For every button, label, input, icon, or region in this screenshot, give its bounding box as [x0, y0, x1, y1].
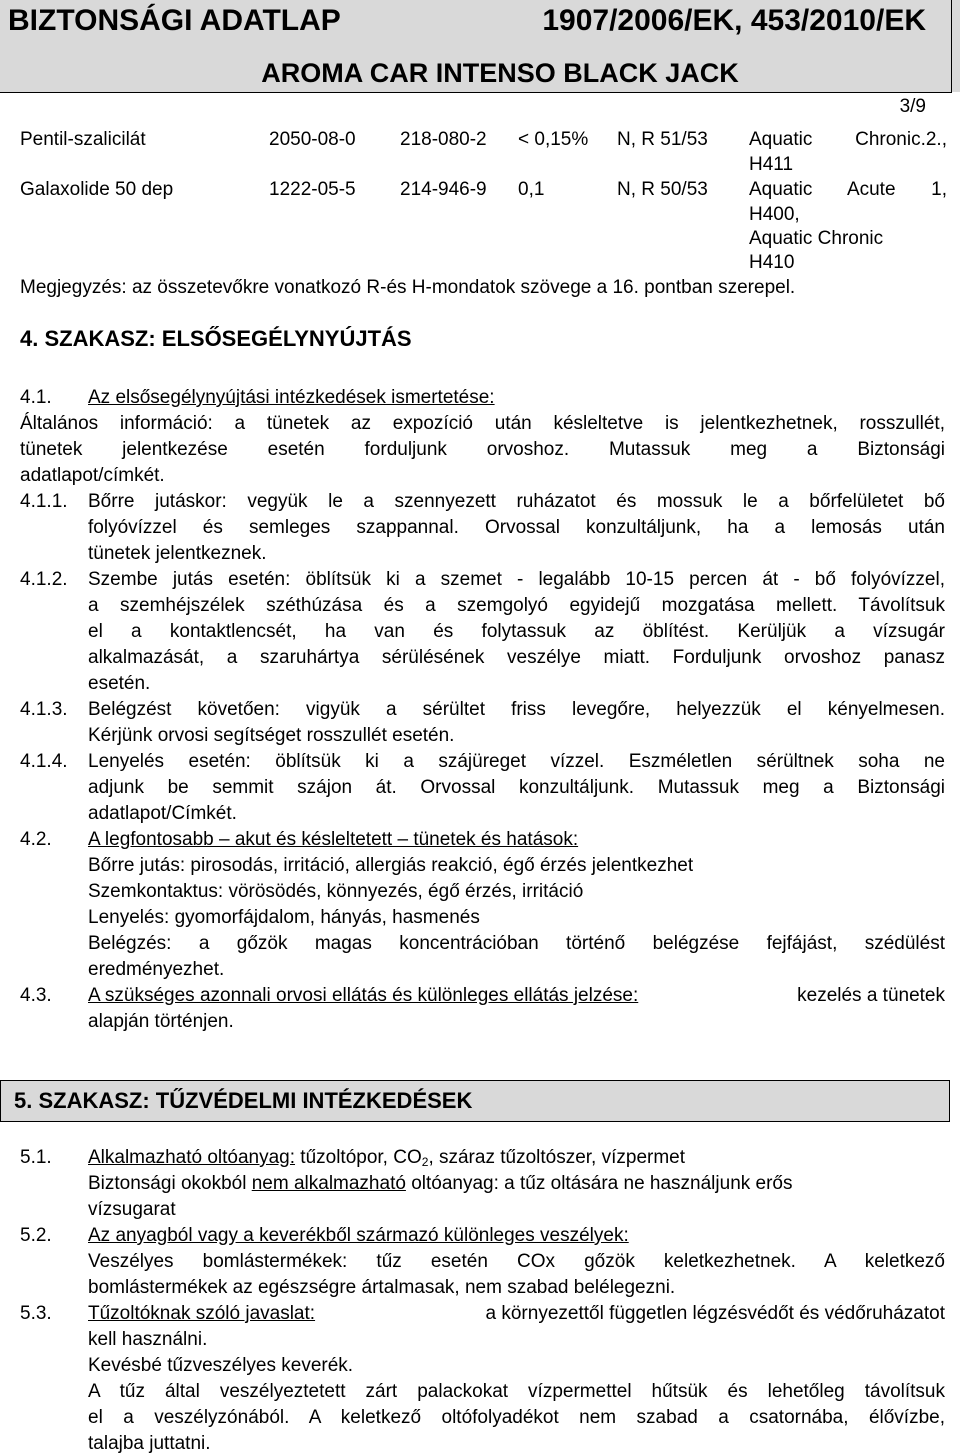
paragraph-line: eredményezhet.	[88, 959, 225, 980]
ec-number: 214-946-9	[400, 179, 487, 200]
product-name: AROMA CAR INTENSO BLACK JACK	[261, 58, 739, 88]
paragraph-line: Kérjünk orvosi segítséget rosszullét esetén.	[88, 725, 455, 746]
subsection-text: , száraz tűzoltószer, vízpermet	[428, 1147, 686, 1168]
paragraph-line: Veszélyes bomlástermékek: tűz esetén COx gőzök keletkezhetnek. A keletkező	[88, 1251, 945, 1272]
paragraph-line: Szemkontaktus: vörösödés, könnyezés, égő érzés, irritáció	[88, 881, 584, 902]
paragraph-line: Lenyelés: gyomorfájdalom, hányás, hasmenés	[88, 907, 480, 928]
paragraph-line	[88, 1171, 945, 1196]
paragraph-line: talajba juttatni.	[88, 1433, 211, 1454]
paragraph-line: tünetek jelentkezése esetén forduljunk orvoshoz. Mutassuk meg a Biztonsági	[20, 439, 945, 460]
paragraph-line: Általános információ: a tünetek az expozíció után késleltetve is jelentkezhetnek, rosszullét,	[20, 413, 945, 434]
r-phrase: N, R 50/53	[617, 179, 708, 200]
subsection-title: A szükséges azonnali orvosi ellátás és különleges ellátás jelzése:	[88, 985, 639, 1006]
paragraph-line: a szemhéjszélek széthúzása és a szemgolyó egyidejű mozgatása mellett. Távolítsuk	[88, 595, 945, 616]
subsection-text: Biztonsági okokból	[88, 1173, 252, 1194]
subsection-number: 4.3.	[20, 985, 52, 1006]
paragraph-line: Bőrre jutáskor: vegyük le a szennyezett ruházatot és mossuk le a bőrfelületet bő	[88, 491, 945, 512]
paragraph-line: Kevésbé tűzveszélyes keverék.	[88, 1355, 354, 1376]
paragraph-line: kell használni.	[88, 1329, 208, 1350]
concentration: 0,1	[518, 179, 545, 200]
paragraph-line: Bőrre jutás: pirosodás, irritáció, allergiás reakció, égő érzés jelentkezhet	[88, 855, 694, 876]
paragraph-line: folyóvízzel és semleges szappannal. Orvossal konzultáljunk, ha a lemosás után	[88, 517, 945, 538]
document-header	[0, 0, 960, 92]
h-phrase: H400,	[749, 204, 800, 225]
underlined-text: nem alkalmazható	[251, 1173, 406, 1194]
paragraph-line: Szembe jutás esetén: öblítsük ki a szemet - legalább 10-15 percen át - bő folyóvízzel,	[88, 569, 945, 590]
page-number: 3/9	[899, 96, 926, 117]
paragraph-line: alapján történjen.	[88, 1011, 234, 1032]
paragraph-line: bomlástermékek az egészségre ártalmasak, nem szabad belélegezni.	[88, 1277, 676, 1298]
subsection-number: 4.1.	[20, 387, 52, 408]
subsection-title: A legfontosabb – akut és késleltetett – tünetek és hatások:	[88, 829, 579, 850]
paragraph-line: tünetek jelentkeznek.	[88, 543, 267, 564]
subsection-number: 4.2.	[20, 829, 52, 850]
subsection-number: 5.2.	[20, 1225, 52, 1246]
paragraph-line: adatlapot/Címkét.	[88, 803, 237, 824]
subscript: 2	[421, 1155, 429, 1169]
subsection-title: Tűzoltóknak szóló javaslat:	[88, 1303, 316, 1324]
subsection-number: 4.1.1.	[20, 491, 68, 512]
paragraph-line: alkalmazását, a szaruhártya sérülésének veszélye miatt. Forduljunk orvoshoz panasz	[88, 647, 945, 668]
document-title: BIZTONSÁGI ADATLAP	[8, 4, 341, 37]
h-phrase: Aquatic Chronic.2.,	[749, 129, 947, 150]
cas-number: 2050-08-0	[269, 129, 356, 150]
subsection-number: 4.1.3.	[20, 699, 68, 720]
ec-number: 218-080-2	[400, 129, 487, 150]
r-phrase: N, R 51/53	[617, 129, 708, 150]
h-phrase: Aquatic Chronic	[749, 228, 884, 249]
subsection-number: 5.3.	[20, 1303, 52, 1324]
paragraph-line: adatlapot/címkét.	[20, 465, 165, 486]
paragraph-line: adjunk be semmit szájon át. Orvossal konzultáljunk. Mutassuk meg a Biztonsági	[88, 777, 945, 798]
cas-number: 1222-05-5	[269, 179, 356, 200]
subsection-number: 4.1.4.	[20, 751, 68, 772]
paragraph-line: A tűz által veszélyeztetett zárt palackokat vízpermettel hűtsük és lehetőleg távolítsuk	[88, 1381, 945, 1402]
subsection-text: tűzoltópor, CO	[295, 1147, 422, 1168]
paragraph-line: Belégzés: a gőzök magas koncentrációban történő belégzése fejfájást, szédülést	[88, 933, 945, 954]
paragraph-line: el a kontaktlencsét, ha van és folytassuk az öblítést. Kerüljük a vízsugár	[88, 621, 945, 642]
h-phrase: H411	[749, 154, 794, 175]
paragraph-line: Belégzést követően: vigyük a sérültet friss levegőre, helyezzük el kényelmesen.	[88, 699, 945, 720]
paragraph-line: esetén.	[88, 673, 151, 694]
subsection-title: Az elsősegélynyújtási intézkedések ismertetése:	[88, 387, 495, 408]
header-divider	[0, 92, 952, 93]
subsection-title: Alkalmazható oltóanyag:	[88, 1147, 296, 1168]
component-name: Pentil-szalicilát	[20, 129, 146, 150]
subsection-number: 4.1.2.	[20, 569, 68, 590]
regulation-reference: 1907/2006/EK, 453/2010/EK	[542, 4, 926, 37]
subsection-text: a környezettől független légzésvédőt és védőruházatot	[485, 1303, 945, 1324]
paragraph-line: vízsugarat	[88, 1199, 176, 1220]
subsection-title: Az anyagból vagy a keverékből származó különleges veszélyek:	[88, 1225, 629, 1246]
subsection-text: oltóanyag: a tűz oltására ne használjunk erős	[405, 1173, 793, 1194]
concentration: < 0,15%	[518, 129, 589, 150]
paragraph-line: Lenyelés esetén: öblítsük ki a szájüreget vízzel. Eszméletlen sérültnek soha ne	[88, 751, 945, 772]
section-4-heading: 4. SZAKASZ: ELSŐSEGÉLYNYÚJTÁS	[20, 326, 412, 351]
component-name: Galaxolide 50 dep	[20, 179, 174, 200]
paragraph-line: el a veszélyzónából. A keletkező oltófolyadékot nem szabad a csatornába, élővízbe,	[88, 1407, 945, 1428]
h-phrase: Aquatic Acute 1,	[749, 179, 947, 200]
paragraph-line	[88, 1301, 945, 1326]
header-border	[951, 0, 952, 93]
subsection-text: kezelés a tünetek	[797, 985, 945, 1006]
paragraph-line	[88, 983, 945, 1008]
subsection-number: 5.1.	[20, 1147, 52, 1168]
table-note: Megjegyzés: az összetevőkre vonatkozó R-és H-mondatok szövege a 16. pontban szerepel.	[20, 277, 796, 298]
h-phrase: H410	[749, 252, 795, 273]
section-5-heading: 5. SZAKASZ: TŰZVÉDELMI INTÉZKEDÉSEK	[0, 1080, 950, 1122]
